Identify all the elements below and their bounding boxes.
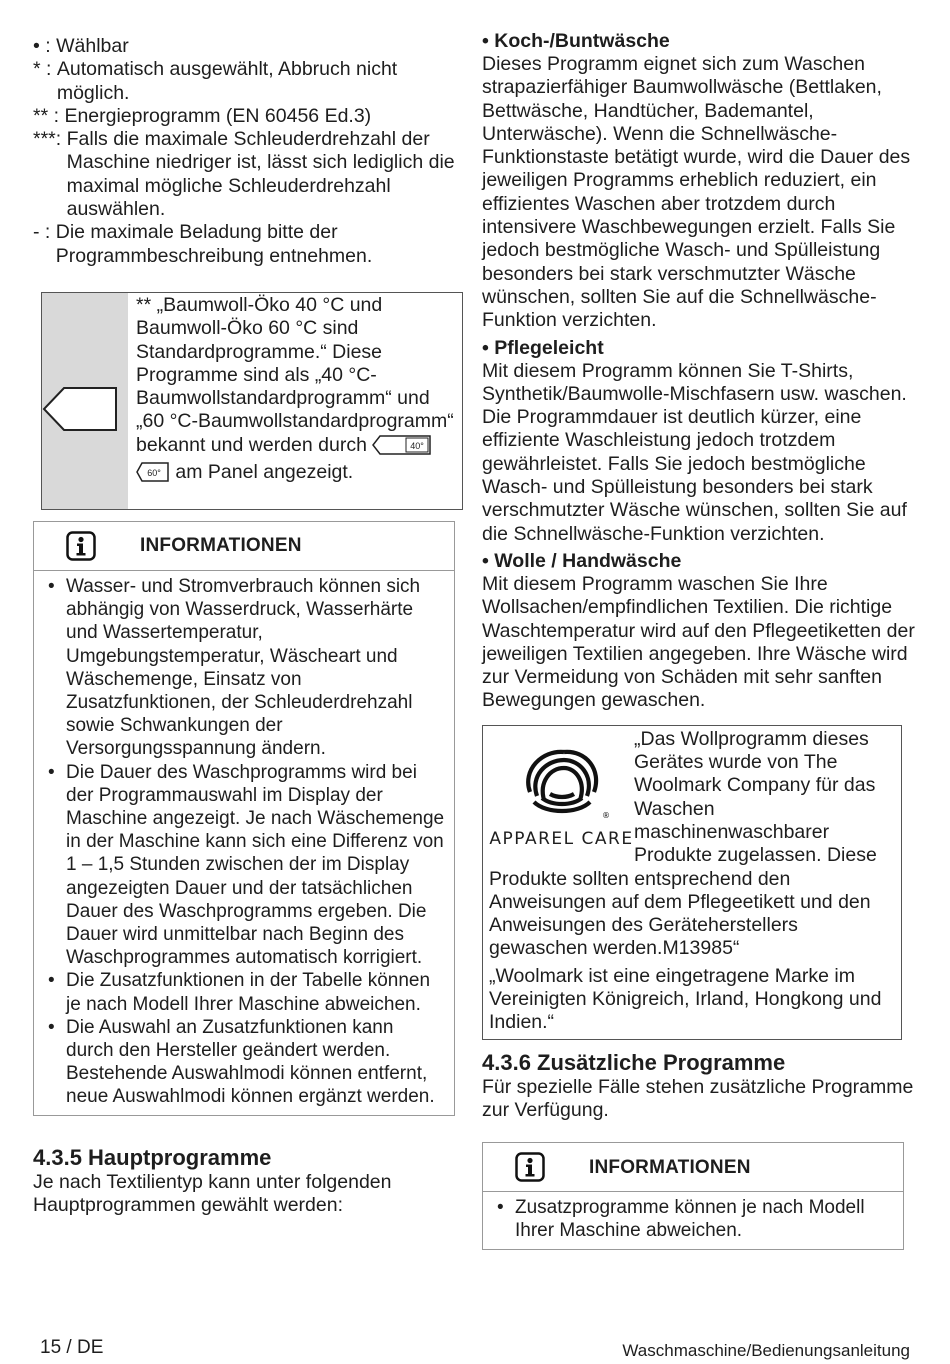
legend-item — [33, 35, 463, 58]
program-text: Mit diesem Programm waschen Sie Ihre Wollsachen/empfindlichen Textilien. Die richtige Waschtemperatur wird auf den Pflegeetiketten der jeweiligen Textilien angegeben. Ihre Wäsche wird zur Vermeidung von Schäden mit sehr sanften Bewegungen gewaschen. — [482, 572, 915, 712]
woolmark-box — [482, 725, 902, 1040]
eco-40-label: 40° — [410, 440, 425, 451]
info-item: • Wasser- und Stromverbrauch können sich abhängig von Wasserdruck, Wasserhärte und Wassertemperatur, Umgebungstemperatur, Wäscheart und Wäschemenge, Einsatz von Zusatzfunktionen, der Schleuderdrehzahl sowie Schwankungen der Versorgungsspannung ändern. — [48, 575, 446, 761]
info-list — [483, 1192, 903, 1248]
info-icon — [66, 531, 96, 561]
woolmark-side-text: „Das Wollprogramm dieses Gerätes wurde von The Woolmark Company für das Waschen maschinenwaschbarer Produkte zugelassen. Diese — [634, 727, 877, 867]
program-koch — [482, 30, 922, 333]
program-title: • Wolle / Handwäsche — [482, 549, 682, 572]
program-pflegeleicht — [482, 337, 922, 546]
legend-text: Automatisch ausgewählt, Abbruch nicht möglich. — [56, 58, 398, 104]
eco-note-text — [128, 293, 462, 509]
eco-40-icon — [372, 435, 432, 461]
legend-text: Die maximale Beladung bitte der Programmbeschreibung entnehmen. — [55, 221, 373, 267]
section-heading: 4.3.5 Hauptprogramme — [33, 1145, 272, 1170]
woolmark-logo — [489, 728, 634, 868]
info-list — [34, 571, 454, 1115]
eco-60-icon — [136, 462, 170, 488]
info-item: • Die Zusatzfunktionen in der Tabelle können je nach Modell Ihrer Maschine abweichen. — [48, 969, 446, 1015]
document-title: Waschmaschine/Bedienungsanleitung — [622, 1341, 910, 1360]
legend-text: Energieprogramm (EN 60456 Ed.3) — [64, 104, 372, 127]
right-column — [482, 30, 922, 1250]
legend-text: Falls die maximale Schleuderdrehzahl der Maschine niedriger ist, lässt sich lediglich die maximal mögliche Schleuderdrehzahl auswählen. — [66, 128, 455, 221]
legend-symbol: ***: — [33, 128, 67, 151]
info-box-right — [482, 1142, 904, 1249]
note-sidebar — [42, 293, 128, 509]
legend-symbol: - : — [33, 221, 56, 244]
section-heading: 4.3.6 Zusätzliche Programme — [482, 1049, 786, 1075]
woolmark-icon — [512, 740, 612, 820]
info-header — [34, 522, 454, 571]
legend-text: Wählbar — [56, 35, 129, 57]
info-item: • Die Auswahl an Zusatzfunktionen kann durch den Hersteller geändert werden. Bestehende Auswahlmodi können entfernt, neue Auswahlmodi können ergänzt werden. — [48, 1016, 446, 1109]
program-title: • Koch-/Buntwäsche — [482, 30, 670, 52]
woolmark-top — [489, 728, 895, 868]
info-icon — [515, 1152, 545, 1182]
info-header — [483, 1143, 903, 1192]
legend-item — [33, 105, 463, 128]
section-text: Für spezielle Fälle stehen zusätzliche Programme zur Verfügung. — [482, 1075, 914, 1121]
info-title: INFORMATIONEN — [140, 535, 302, 557]
info-box-left — [33, 521, 455, 1116]
legend-item — [33, 221, 463, 268]
woolmark-full-text: Produkte sollten entsprechend den Anweisungen auf dem Pflegeetikett und den Anweisungen des Geräteherstellers gewaschen werden.M13985“ — [489, 867, 871, 960]
left-column — [33, 35, 463, 1217]
apparel-care-label: APPAREL CARE — [489, 829, 634, 850]
legend-item — [33, 58, 463, 105]
legend-symbol: * : — [33, 58, 57, 81]
section-435 — [33, 1145, 463, 1218]
program-text: Dieses Programm eignet sich zum Waschen strapazierfähiger Baumwollwäsche (Bettlaken, Bettwäsche, Handtücher, Bademantel, Unterwäsche). Wenn die Schnellwäsche-Funktionstaste betätigt wurde, wird die Dauer des jeweiligen Programms erheblich reduziert, ein effizientes Waschen aber trotzdem durch intensivere Waschbewegungen erzielt. Falls Sie jedoch bestmögliche Wasch- und Spülleistung besonders bei stark verschmutzter Wäsche wünschen, sollten Sie auf die Schnellwäsche-Funktion verzichten. — [482, 53, 911, 332]
page-number: 15 / DE — [40, 1337, 104, 1358]
eco-note-main: ** „Baumwoll-Öko 40 °C und Baumwoll-Öko 60 °C sind Standardprogramme.“ Diese Programme sind als „40 °C-Baumwollstandardprogramm“ und „60 °C-Baumwollstandardprogramm“ bekannt und werden durch — [136, 294, 454, 456]
eco-program-note — [41, 292, 463, 510]
legend-item — [33, 128, 463, 221]
eco-tag-icon — [42, 386, 122, 432]
program-text: Mit diesem Programm können Sie T-Shirts, Synthetik/Baumwolle-Mischfasern usw. waschen. Die Programmdauer ist deutlich kürzer, eine effiziente Waschleistung jedoch trotzdem gewährleistet. Falls Sie jedoch bestmögliche Wasch- und Spülleistung besonders bei stark verschmutzter Wäsche wünschen, sollten Sie auf die Schnellwäsche-Funktion verzichten. — [482, 359, 907, 545]
info-title: INFORMATIONEN — [589, 1156, 751, 1178]
program-title: • Pflegeleicht — [482, 336, 604, 359]
legend-symbol: ** : — [33, 104, 65, 127]
section-436 — [482, 1050, 922, 1123]
eco-60-label: 60° — [147, 468, 161, 479]
registered-mark: ® — [601, 810, 610, 820]
legend-list — [33, 35, 463, 268]
info-item: • Die Dauer des Waschprogramms wird bei der Programmauswahl im Display der Maschine angezeigt. Je nach Wäschemenge in der Maschine kann sich eine Differenz von 1 – 1,5 Stunden zwischen der im Display angezeigten Dauer und der tatsächlichen Dauer des Waschprogramms ergeben. Die Dauer wird unmittelbar nach Beginn des Waschprogrammes automatisch korrigiert. — [48, 761, 446, 970]
info-item: • Zusatzprogramme können je nach Modell Ihrer Maschine abweichen. — [497, 1196, 895, 1242]
eco-note-end: am Panel angezeigt. — [175, 461, 354, 484]
section-text: Je nach Textilientyp kann unter folgenden Hauptprogrammen gewählt werden: — [33, 1171, 392, 1217]
program-wolle — [482, 550, 922, 713]
woolmark-trademark-text: „Woolmark ist eine eingetragene Marke im Vereinigten Königreich, Irland, Hongkong und Indien.“ — [489, 964, 882, 1034]
legend-symbol: • : — [33, 35, 57, 57]
